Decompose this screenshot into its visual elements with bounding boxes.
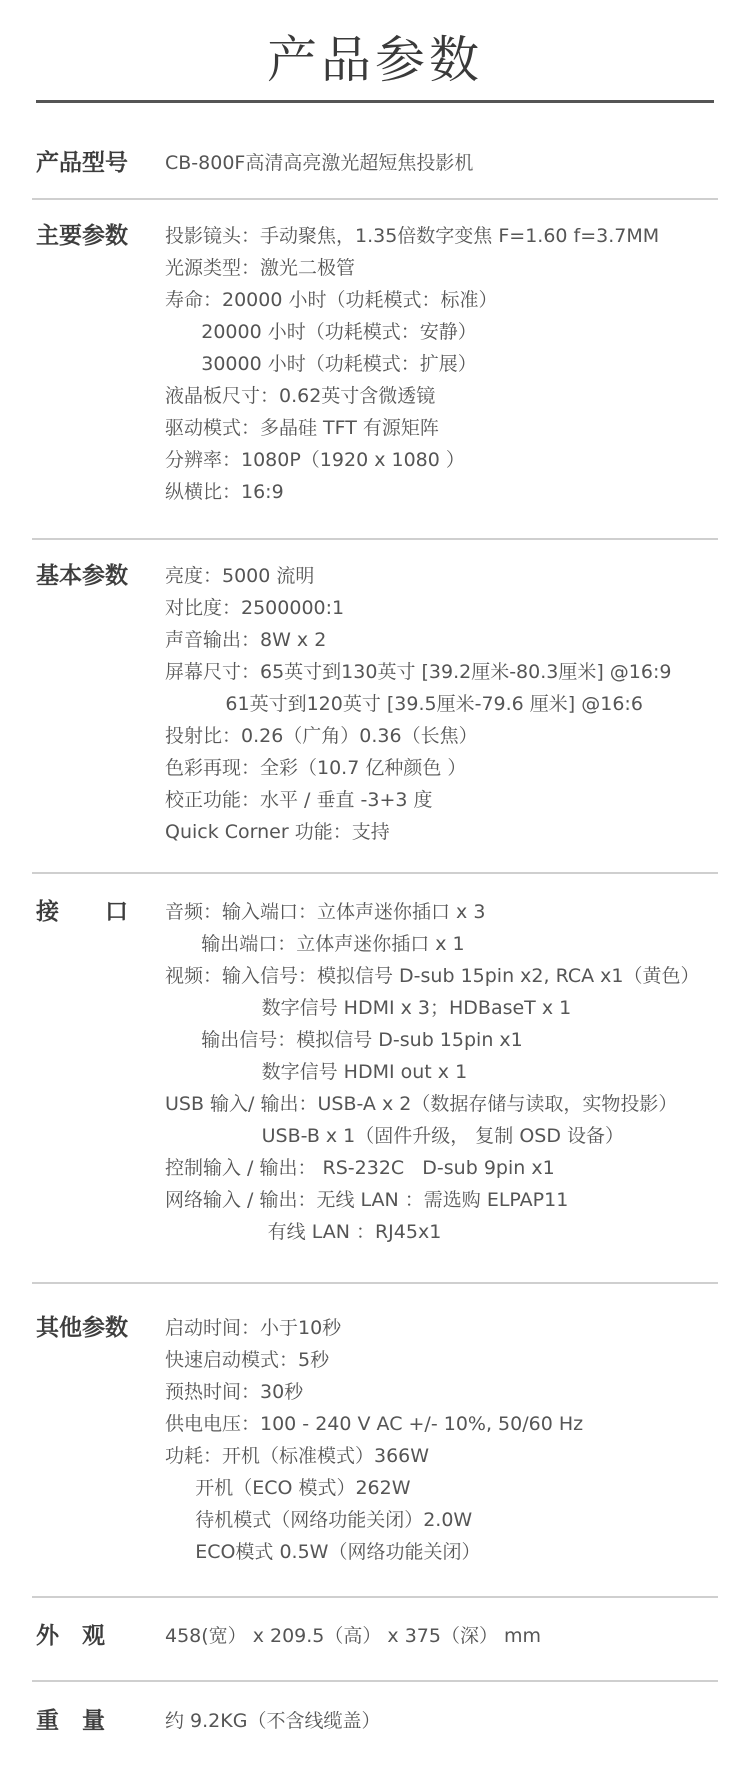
section-lines — [165, 220, 750, 508]
section-divider — [32, 1282, 718, 1284]
spec-line: USB 输入/ 输出：USB-A x 2（数据存储与读取，实物投影） — [165, 1093, 678, 1115]
spec-line: 投射比：0.26（广角）0.36（长焦） — [165, 725, 478, 747]
spec-line: 数字信号 HDMI out x 1 — [165, 1061, 468, 1083]
spec-line: ECO模式 0.5W（网络功能关闭） — [165, 1541, 481, 1563]
section-label: 基本参数 — [36, 563, 128, 589]
spec-line: 开机（ECO 模式）262W — [165, 1477, 411, 1499]
spec-line: 有线 LAN ：RJ45x1 — [165, 1221, 442, 1243]
spec-line: 预热时间：30秒 — [165, 1381, 304, 1403]
section-label: 主要参数 — [36, 223, 128, 249]
section-lines — [165, 1620, 750, 1652]
section-divider — [32, 198, 718, 200]
section-label: 外 观 — [36, 1623, 105, 1649]
spec-line: 纵横比：16:9 — [165, 481, 284, 503]
spec-line: 数字信号 HDMI x 3；HDBaseT x 1 — [165, 997, 572, 1019]
spec-line: 30000 小时（功耗模式：扩展） — [165, 353, 477, 375]
spec-line: USB-B x 1（固件升级， 复制 OSD 设备） — [165, 1125, 625, 1147]
spec-line: 约 9.2KG（不含线缆盖） — [165, 1710, 381, 1732]
spec-line: 输出信号：模拟信号 D-sub 15pin x1 — [165, 1029, 523, 1051]
spec-line: 视频：输入信号：模拟信号 D-sub 15pin x2, RCA x1（黄色） — [165, 965, 700, 987]
spec-line: 供电电压：100 - 240 V AC +/- 10%, 50/60 Hz — [165, 1413, 584, 1435]
spec-line: 分辨率：1080P（1920 x 1080 ） — [165, 449, 465, 471]
spec-line: 网络输入 / 输出：无线 LAN ：需选购 ELPAP11 — [165, 1189, 569, 1211]
spec-line: 校正功能：水平 / 垂直 -3+3 度 — [165, 789, 433, 811]
spec-line: 458(宽） x 209.5（高） x 375（深） mm — [165, 1625, 542, 1647]
spec-line: 投影镜头：手动聚焦，1.35倍数字变焦 F=1.60 f=3.7MM — [165, 225, 660, 247]
section-lines — [165, 1705, 750, 1737]
spec-line: 光源类型：激光二极管 — [165, 257, 356, 279]
spec-line: 20000 小时（功耗模式：安静） — [165, 321, 477, 343]
spec-line: 快速启动模式：5秒 — [165, 1349, 330, 1371]
spec-line: 待机模式（网络功能关闭）2.0W — [165, 1509, 473, 1531]
spec-line: 控制输入 / 输出： RS-232C D-sub 9pin x1 — [165, 1157, 555, 1179]
section-label: 产品型号 — [36, 150, 128, 176]
spec-line: 声音输出：8W x 2 — [165, 629, 327, 651]
section-divider — [32, 1596, 718, 1598]
spec-line: 功耗：开机（标准模式）366W — [165, 1445, 430, 1467]
section-divider — [32, 1680, 718, 1682]
spec-line: 驱动模式：多晶硅 TFT 有源矩阵 — [165, 417, 439, 439]
section-divider — [32, 538, 718, 540]
spec-line: 输出端口：立体声迷你插口 x 1 — [165, 933, 465, 955]
spec-line: 屏幕尺寸：65英寸到130英寸 [39.2厘米-80.3厘米] @16:9 — [165, 661, 672, 683]
spec-line: 寿命：20000 小时（功耗模式：标准） — [165, 289, 498, 311]
section-label: 其他参数 — [36, 1315, 128, 1341]
spec-line: 61英寸到120英寸 [39.5厘米-79.6 厘米] @16:6 — [165, 693, 643, 715]
spec-line: 色彩再现：全彩（10.7 亿种颜色 ） — [165, 757, 467, 779]
spec-line: 液晶板尺寸：0.62英寸含微透镜 — [165, 385, 436, 407]
section-lines — [165, 1312, 750, 1568]
section-lines — [165, 147, 750, 179]
page-title: 产品参数 — [267, 31, 483, 89]
section-lines — [165, 896, 750, 1248]
spec-line: 启动时间：小于10秒 — [165, 1317, 342, 1339]
spec-line: 音频：输入端口：立体声迷你插口 x 3 — [165, 901, 486, 923]
section-label: 重 量 — [36, 1708, 105, 1734]
section-label: 接 口 — [36, 899, 128, 925]
section-lines — [165, 560, 750, 848]
section-divider — [32, 872, 718, 874]
spec-line: 对比度：2500000:1 — [165, 597, 345, 619]
spec-line: 亮度：5000 流明 — [165, 565, 315, 587]
title-underline — [36, 100, 714, 103]
spec-line: Quick Corner 功能：支持 — [165, 821, 390, 843]
spec-line: CB-800F高清高亮激光超短焦投影机 — [165, 152, 474, 174]
